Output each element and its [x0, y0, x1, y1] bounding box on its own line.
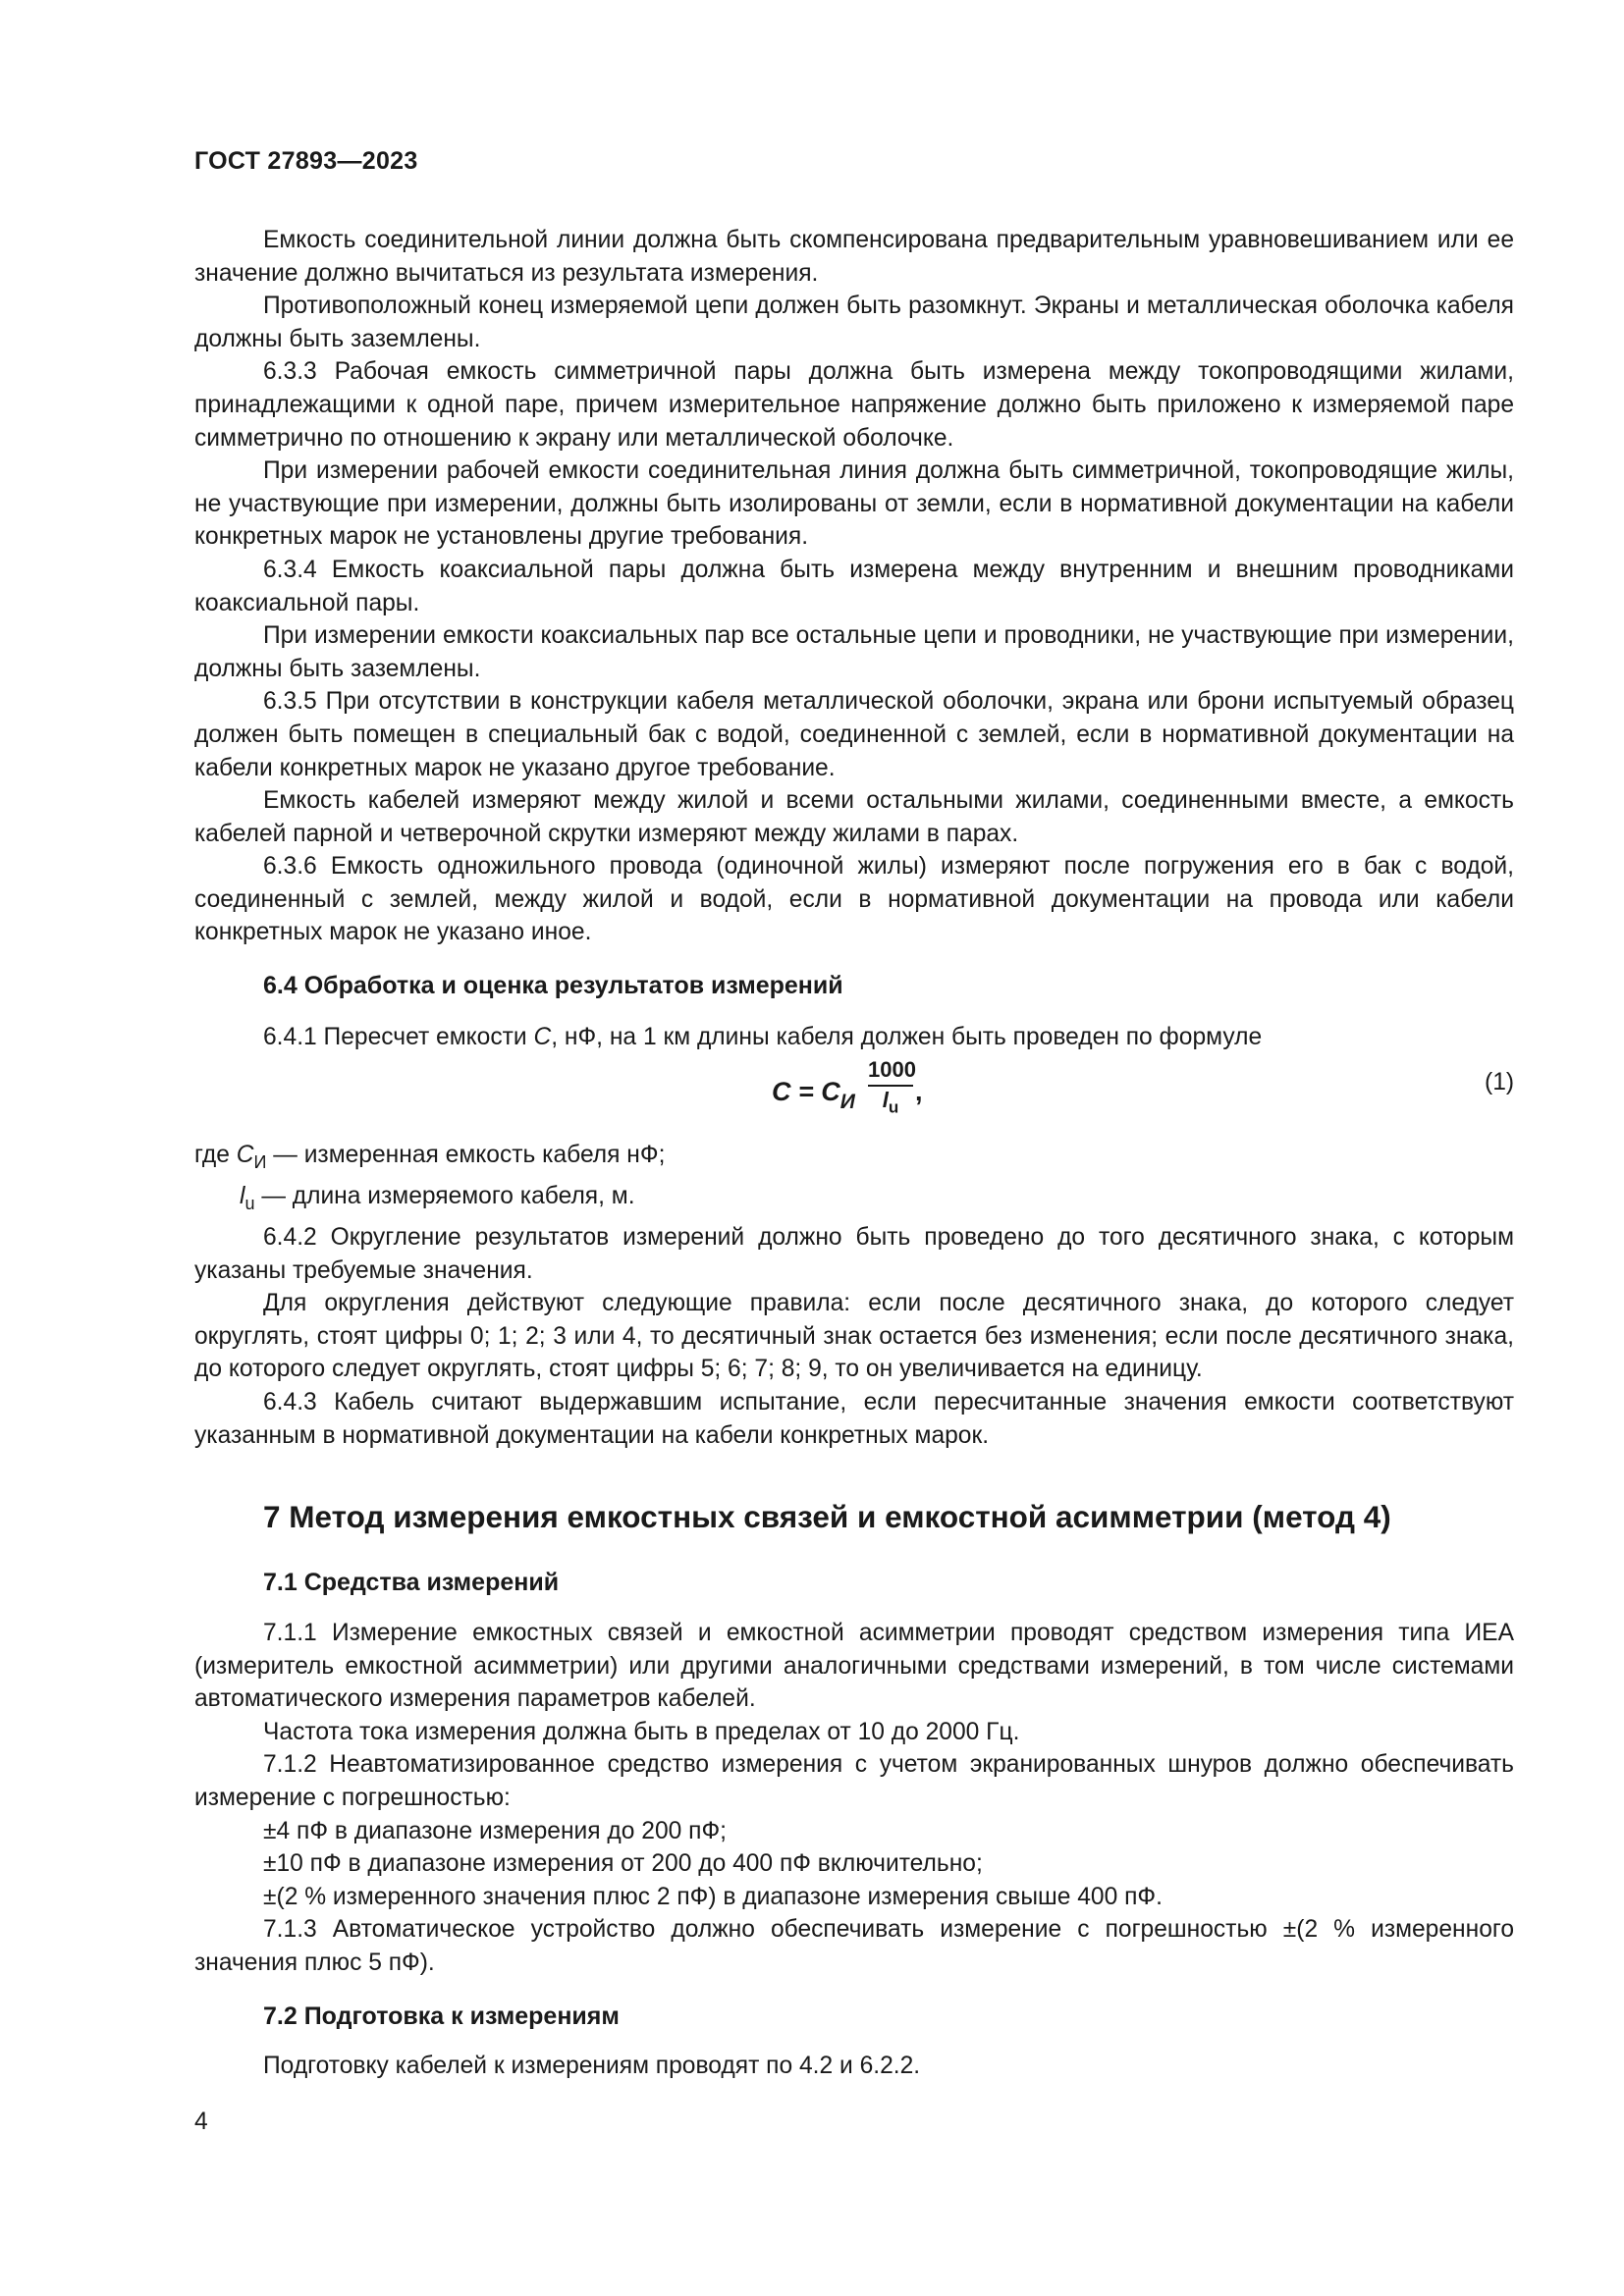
- formula-legend: [194, 1139, 665, 1220]
- formula-number: (1): [1485, 1069, 1515, 1095]
- section-7-1-heading: 7.1 Средства измерений: [263, 1569, 560, 1596]
- paragraph: Емкость кабелей измеряют между жилой и всеми остальными жилами, соединенными вместе, а емкость кабелей парной и четверочной скрутки измеряют между жилами в парах.: [194, 787, 1514, 847]
- list-item: ±10 пФ в диапазоне измерения от 200 до 400 пФ включительно;: [263, 1850, 983, 1878]
- paragraph-6-4-3: 6.4.3 Кабель считают выдержавшим испытание, если пересчитанные значения емкости соответствуют указанным в нормативной документации на кабели конкретных марок.: [194, 1388, 1514, 1449]
- list-item: ±4 пФ в диапазоне измерения до 200 пФ;: [263, 1817, 728, 1844]
- paragraph-6-4-2: 6.4.2 Округление результатов измерений должно быть проведено до того десятичного знака, с которым указаны требуемые значения.: [194, 1224, 1514, 1284]
- legend-var-c: $С_И$: [236, 1142, 267, 1172]
- paragraph-block-7-1: [194, 1617, 1514, 1980]
- paragraph-7-1-3: 7.1.3 Автоматическое устройство должно обеспечивать измерение с погрешностью ±(2 % измеренного значения плюс 5 пФ).: [194, 1916, 1514, 1976]
- list-item: ±(2 % измеренного значения плюс 2 пФ) в диапазоне измерения свыше 400 пФ.: [263, 1883, 1163, 1910]
- paragraph-6-3-6: 6.3.6 Емкость одножильного провода (одиночной жилы) измеряют после погружения его в бак с водой, соединенный с землей, между жилой и водой, если в нормативной документации на провода или кабели конкретных марок не указано иное.: [194, 853, 1514, 946]
- page-number: 4: [194, 2109, 208, 2135]
- formula-lhs: $С = С_И$: [772, 1077, 855, 1113]
- paragraph: Противоположный конец измеряемой цепи должен быть разомкнут. Экраны и металлическая оболочка кабеля должны быть заземлены.: [194, 293, 1514, 352]
- formula-lhs-subscript: И: [839, 1091, 855, 1113]
- section-6-4-heading: 6.4 Обработка и оценка результатов измерений: [263, 972, 843, 999]
- formula-denominator: $l_u$: [882, 1088, 899, 1117]
- paragraph: Частота тока измерения должна быть в пределах от 10 до 2000 Гц.: [263, 1718, 1020, 1745]
- formula-denominator-subscript: u: [888, 1097, 899, 1117]
- paragraph-6-4-1: [194, 1021, 1514, 1054]
- paragraph-6-3-5: 6.3.5 При отсутствии в конструкции кабеля металлической оболочки, экрана или брони испытуемый образец должен быть помещен в специальный бак с водой, соединенной с землей, если в нормативной документации на кабели конкретных марок не указано другое требование.: [194, 688, 1514, 781]
- paragraph-7-1-1: 7.1.1 Измерение емкостных связей и емкостной асимметрии проводят средством измерения типа ИЕА (измеритель емкостной асимметрии) или другими аналогичными средствами измерений, в том числе системами автоматического измерения параметров кабелей.: [194, 1620, 1514, 1713]
- paragraph: При измерении рабочей емкости соединительная линия должна быть симметричной, токопроводящие жилы, не участвующие при измерении, должны быть изолированы от земли, если в нормативной документации на кабели конкретных марок не установлены другие требования.: [194, 457, 1514, 551]
- paragraph-6-3-4: 6.3.4 Емкость коаксиальной пары должна быть измерена между внутренним и внешним проводниками коаксиальной пары.: [194, 556, 1514, 616]
- variable-c: С: [533, 1024, 552, 1050]
- formula-numerator: 1000: [868, 1055, 913, 1087]
- legend-row-l: $l_u$ — длина измеряемого кабеля, м.: [240, 1182, 635, 1213]
- paragraph-7-2: Подготовку кабелей к измерениям проводят по 4.2 и 6.2.2.: [263, 2053, 921, 2079]
- section-7-2-heading: 7.2 Подготовка к измерениям: [263, 2002, 620, 2030]
- formula-fraction: [868, 1055, 916, 1121]
- document-id-header: ГОСТ 27893—2023: [194, 147, 418, 175]
- paragraph-7-1-2: 7.1.2 Неавтоматизированное средство измерения с учетом экранированных шнуров должно обеспечивать измерение с погрешностью:: [194, 1751, 1514, 1811]
- paragraph: Для округления действуют следующие правила: если после десятичного знака, до которого следует округлять, стоят цифры 0; 1; 2; 3 или 4, то десятичный знак остается без изменения; если после десятичного знака, до которого следует округлять, стоят цифры 5; 6; 7; 8; 9, то он увеличивается на единицу.: [194, 1290, 1514, 1383]
- paragraph: При измерении емкости коаксиальных пар все остальные цепи и проводники, не участвующие при измерении, должны быть заземлены.: [194, 622, 1514, 682]
- text: 6.4.1 Пересчет емкости: [263, 1024, 534, 1050]
- legend-var-l: $l_u$: [240, 1182, 255, 1213]
- legend-row-c: где $С_И$ — измеренная емкость кабеля нФ;: [194, 1142, 666, 1172]
- formula-comma: ,: [915, 1077, 923, 1106]
- paragraph-block-6-3: [194, 224, 1514, 949]
- paragraph-6-3-3: 6.3.3 Рабочая емкость симметричной пары должна быть измерена между токопроводящими жилами, принадлежащими к одной паре, причем измерительное напряжение должно быть приложено к измеряемой паре симметрично по отношению к экрану или металлической оболочке.: [194, 358, 1514, 452]
- paragraph-block-6-4: [194, 1221, 1514, 1452]
- section-7-heading: 7 Метод измерения емкостных связей и емкостной асимметрии (метод 4): [263, 1499, 1391, 1534]
- paragraph: Емкость соединительной линии должна быть скомпенсирована предварительным уравновешиванием или ее значение должно вычитаться из результата измерения.: [194, 227, 1514, 287]
- text: , нФ, на 1 км длины кабеля должен быть проведен по формуле: [551, 1024, 1263, 1050]
